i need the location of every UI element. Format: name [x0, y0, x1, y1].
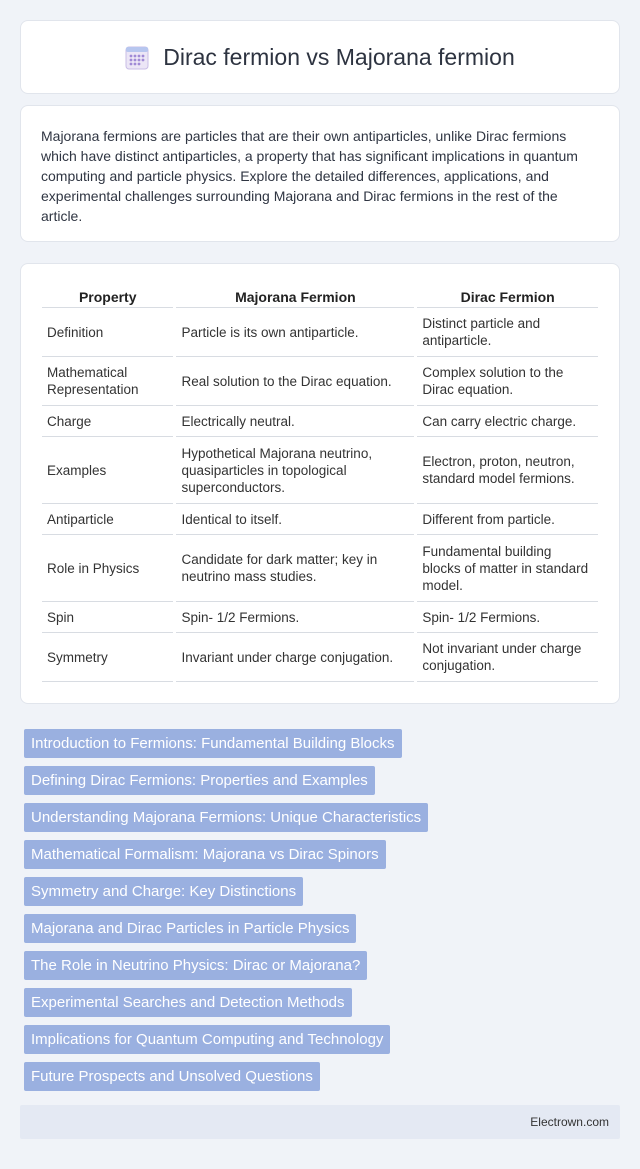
comparison-table-card [20, 263, 620, 704]
table-row [42, 633, 598, 682]
table-row [42, 308, 598, 357]
table-cell-property: Examples [42, 437, 173, 504]
topic-link[interactable]: Experimental Searches and Detection Methods [24, 988, 352, 1017]
table-cell-dirac: Different from particle. [417, 504, 598, 535]
table-cell-majorana: Candidate for dark matter; key in neutrino mass studies. [176, 535, 414, 602]
table-cell-dirac: Fundamental building blocks of matter in standard model. [417, 535, 598, 602]
topic-link[interactable]: Implications for Quantum Computing and Technology [24, 1025, 390, 1054]
table-cell-dirac: Spin- 1/2 Fermions. [417, 602, 598, 633]
topic-link[interactable]: Mathematical Formalism: Majorana vs Dirac Spinors [24, 840, 386, 869]
table-cell-majorana: Particle is its own antiparticle. [176, 308, 414, 357]
table-cell-majorana: Spin- 1/2 Fermions. [176, 602, 414, 633]
topic-link[interactable]: Symmetry and Charge: Key Distinctions [24, 877, 303, 906]
topic-link[interactable]: Future Prospects and Unsolved Questions [24, 1062, 320, 1091]
table-row [42, 406, 598, 437]
table-row [42, 357, 598, 406]
table-cell-dirac: Not invariant under charge conjugation. [417, 633, 598, 682]
table-cell-dirac: Can carry electric charge. [417, 406, 598, 437]
table-row [42, 437, 598, 504]
table-cell-majorana: Invariant under charge conjugation. [176, 633, 414, 682]
table-cell-property: Definition [42, 308, 173, 357]
table-cell-majorana: Electrically neutral. [176, 406, 414, 437]
topic-link[interactable]: Defining Dirac Fermions: Properties and Examples [24, 766, 375, 795]
column-header-dirac: Dirac Fermion [417, 284, 598, 308]
footer-site-name[interactable]: Electrown.com [530, 1115, 609, 1129]
table-row [42, 504, 598, 535]
table-cell-dirac: Complex solution to the Dirac equation. [417, 357, 598, 406]
table-cell-property: Symmetry [42, 633, 173, 682]
comparison-table [39, 284, 601, 682]
table-cell-majorana: Identical to itself. [176, 504, 414, 535]
table-row [42, 602, 598, 633]
table-cell-majorana: Hypothetical Majorana neutrino, quasiparticles in topological superconductors. [176, 437, 414, 504]
table-cell-dirac: Distinct particle and antiparticle. [417, 308, 598, 357]
topic-link[interactable]: Understanding Majorana Fermions: Unique Characteristics [24, 803, 428, 832]
table-row [42, 535, 598, 602]
calendar-grid-icon [125, 44, 149, 70]
intro-card [20, 105, 620, 242]
table-header-row [42, 284, 598, 308]
topic-link[interactable]: The Role in Neutrino Physics: Dirac or Majorana? [24, 951, 367, 980]
topic-link[interactable]: Majorana and Dirac Particles in Particle Physics [24, 914, 356, 943]
table-cell-majorana: Real solution to the Dirac equation. [176, 357, 414, 406]
table-cell-property: Spin [42, 602, 173, 633]
table-cell-dirac: Electron, proton, neutron, standard model fermions. [417, 437, 598, 504]
topic-list [24, 729, 624, 1099]
title-wrap [125, 44, 515, 71]
intro-paragraph: Majorana fermions are particles that are their own antiparticles, unlike Dirac fermions which have distinct antiparticles, a property that has significant implications in quantum computing and particle physics. Explore the detailed differences, applications, and experimental challenges surrounding Majorana and Dirac fermions in the rest of the article. [41, 128, 578, 224]
footer [20, 1105, 620, 1139]
table-cell-property: Antiparticle [42, 504, 173, 535]
table-cell-property: Charge [42, 406, 173, 437]
table-cell-property: Role in Physics [42, 535, 173, 602]
table-cell-property: Mathematical Representation [42, 357, 173, 406]
title-card [20, 20, 620, 94]
topic-link[interactable]: Introduction to Fermions: Fundamental Building Blocks [24, 729, 402, 758]
column-header-property: Property [42, 284, 173, 308]
page-title: Dirac fermion vs Majorana fermion [163, 43, 515, 70]
column-header-majorana: Majorana Fermion [176, 284, 414, 308]
